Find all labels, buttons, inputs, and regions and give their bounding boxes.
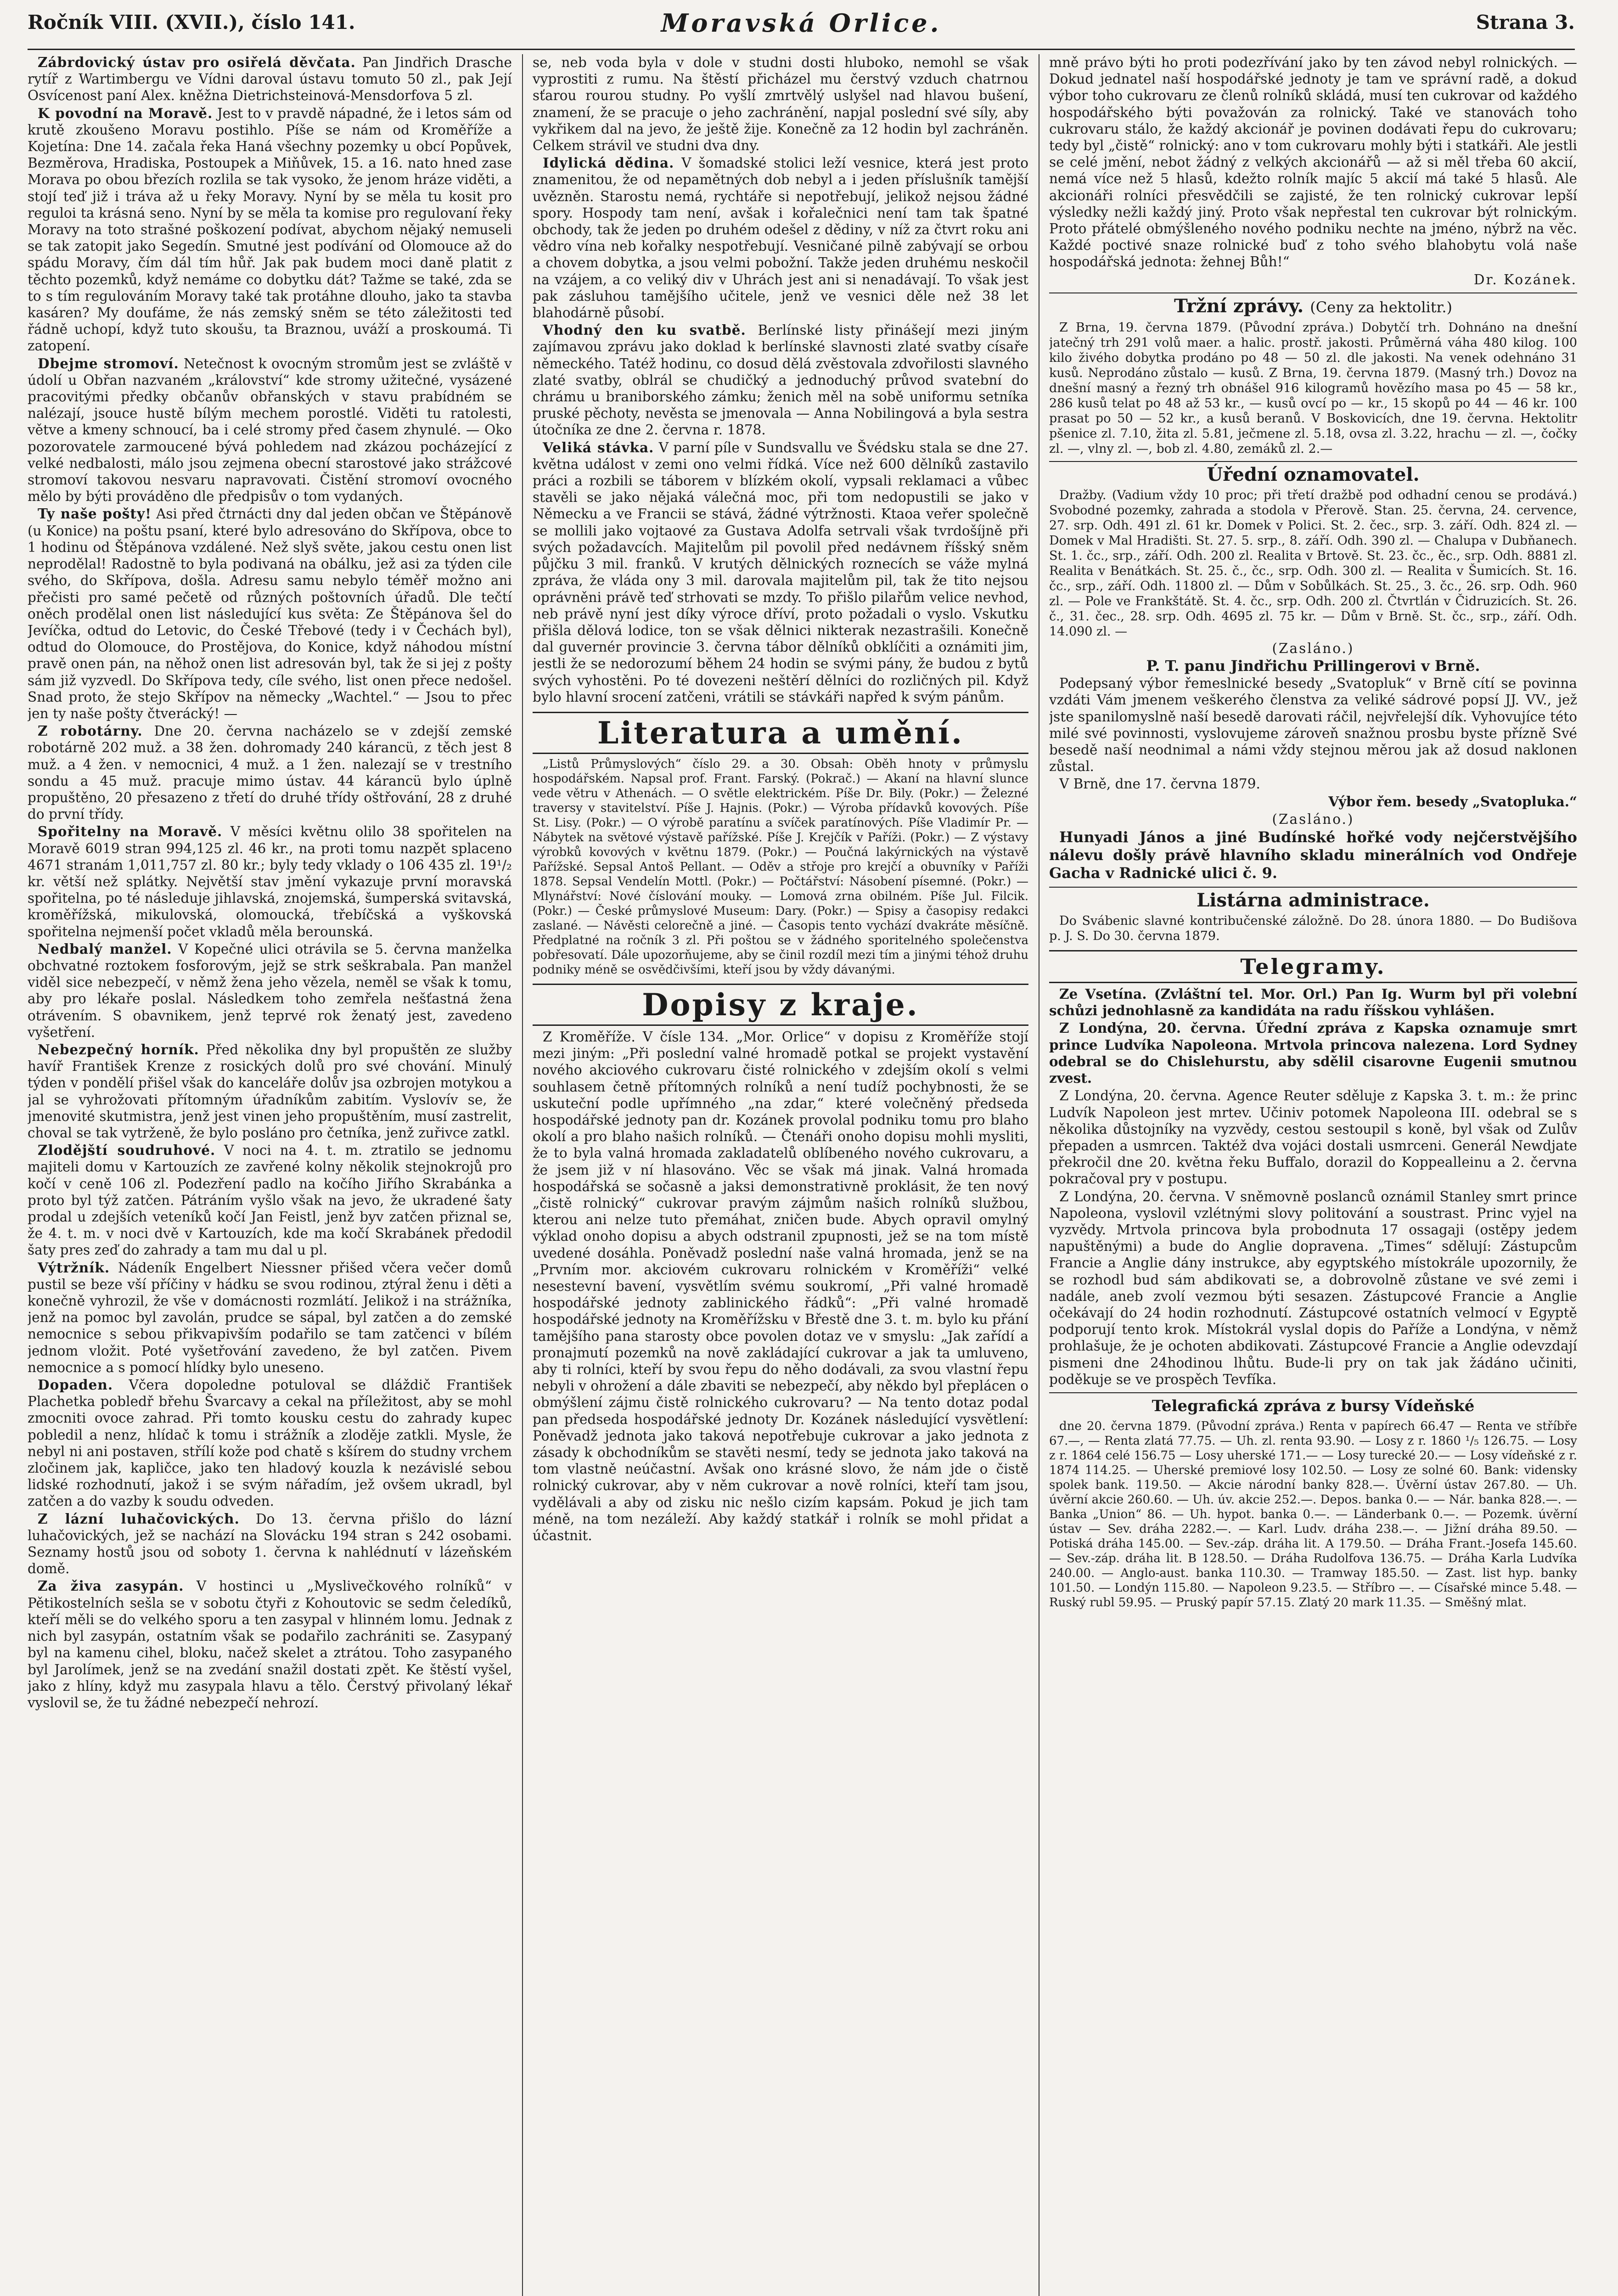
zaslano-text: Podepsaný výbor řemeslnické besedy „Svatopluk“ v Brně cítí se povinna vzdáti Vám jmenem veškerého členstva za veliké sádrové popsí JJ. VV., jež jste spanilomyslně naší besedě darovati ráčil, nejvřelejší dík. Vyhovujíce této milé své povinnosti, vyslovujeme zároveň snažnou prosbu byste přízně Své besedě naší neodnimal a námi vždy stejnou měrou jak až dosud naklonen zůstal.	[1049, 675, 1577, 775]
item-heading: Vhodný den ku svatbě.	[543, 322, 746, 338]
item-text: V měsíci květnu olilo 38 spořitelen na Moravě 6019 stran 994,125 zl. 46 kr., na proti tomu nazpět splaceno 4671 stranám 1,011,757 zl. 80 kr.; byly tedy vklady o 106 435 zl. 19¹/₂ kr. větší než splátky. Největší stav jmění vykazuje první moravská spořitelna, po té následuje jihlavská, znojemská, šumperská svitavská, kroměřížská, mikulovská, olomoucká, třebíčská a vyškovská spořitelna nejmenší počet vkladů měla berounská.	[28, 824, 512, 940]
section-text: Z Brna, 19. června 1879. (Původní zpráva.) Dobytčí trh. Dohnáno na dnešní jatečný trh 291 volů maer. a halic. prostř. jakosti. Průměrná váha 480 kilog. 100 kilo živého dobytka prodáno po 48 — 50 zl. dle jakosti. Na venek odehnáno 31 kusů. Neprodáno zůstalo — kusů. Z Brna, 19. června 1879. (Masný trh.) Dovoz na dnešní masný a řezný trh obnášel 916 kilogramů hovězího masa po 45 — 58 kr., 286 kusů telat po 48 až 53 kr., — kusů ovcí po — kr., 15 skopů po 44 — 46 kr. 100 prasat po 50 — 52 kr., a kusů beranů. V Boskovicích, dne 19. června. Hektolitr pšenice zl. 7.10, žita zl. 5.81, ječmene zl. 5.18, ovsa zl. 3.22, hrachu — zl. —, čočky zl. —, vlny zl. —, bob zl. 4.80, zemáků zl. 2.—	[1049, 320, 1577, 456]
news-item-continued	[533, 54, 1028, 154]
hunyadi-advert: Hunyadi János a jiné Budínské hořké vody nejčerstvějšího nálevu došly právě hlavního skladu minerálních vod Ondřeje Gacha v Radnické ulici č. 9.	[1049, 828, 1577, 882]
column-2	[533, 54, 1028, 2296]
item-heading: Za živa zasypán.	[38, 1578, 184, 1594]
news-item	[28, 105, 512, 355]
section-text: Z Kroměříže. V čísle 134. „Mor. Orlice“ v dopisu z Kroměříže stojí mezi jiným: „Při poslední valné hromadě potkal se projekt vystavění nového akciového cukrovaru čisté rolnického v zdejším okolí s velmi souhlasem četně přítomných rolníků a není tudíž pochybnosti, že se uskuteční podle upřímného „na zdar,“ které volečněný předseda hospodářské jednoty pan dr. Kozánek provolal podniku tomu pro blaho okolí a pro blaho našich rolníků. — Čtenáři onoho dopisu mohli mysliti, že to byla valná hromada zakladatelů oblíbeného nového cukrovaru, a že jsem již v ní hlasováno. Věc se však má jinak. Valná hromada hospodářská se sočasně a jaksi demonstrativně proklásit, že ten nový „čistě rolnický“ cukrovar pravým zájmům našich rolníků službou, kterou ani nelze tuto přemáhat, zničen bude. Abych opravil omylný výklad onoho dopisu a abych odstranil zpupnosti, jež se na tom místě uvedené dosáhla. Poněvadž poslední naše valná hromada, jenž se na „Prvním mor. akciovém cukrovaru rolnickém v Kroměříži“ velké nesestevní bavení, vysvětlím svému soukromí, „Při valné hromadě hospodářské jednoty zablinického řádků“: „Při valné hromadě hospodářské jednoty na Kroměřížsku v Břestě dne 3. t. m. bylo ku přání tamějšího pana starosty obce povolen dotaz ve v smyslu: „Jak zařídí a pronajmutí pozemků na nově zakládající cukrovar a jak ta umluveno, aby ti rolníci, kteří by svou řepu do něho dodávali, za svou vlastní řepu nebyli v ohrožení a dále zbaviti se nebezpečí, aby někdo byl přeplácen o obmýšlení zájmu čistě rolnického cukrovaru? — Na tento dotaz podal pan předseda hospodářské jednoty Dr. Kozánek následující vysvětlení: Poněvadž jednota jako taková nepotřebuje cukrovar a jako jednota z zásady k obchodníkům se stavěti nesmí, tedy se jednota jako taková na tom vlastně neúčastní. Avšak ono krásné slovo, že nám jde o čistě rolnický cukrovar, aby v něm cukrovar a nově rolníci, kteří tam jsou, vydělávali a aby od zisku nic nešlo cizím kapsám. Pokud je jich tam méně, na tom nezáleží. Aby každý statkář i rolník se mohl přidat a účastnit.	[533, 1029, 1028, 1544]
section-text: „Listů Průmyslových“ číslo 29. a 30. Obsah: Oběh hnoty v průmyslu hospodářském. Napsal prof. Frant. Farský. (Pokrač.) — Akaní na hlavní slunce vede větru v Athenách. — O světle elektrickém. Píše Dr. Bily. (Pokr.) — Železné traversy v stavitelství. Píše J. Hajnis. (Pokr.) — Výroba přídavků kovových. Píše St. Lisy. (Pokr.) — O výrobě paratínu a svíček paratínových. Píše Vladimír Pr. — Nábytek na světové výstavě pařížské. Píše J. Krejčík v Paříži. (Pokr.) — Z výstavy výrobků kovových v květnu 1879. (Pokr.) — Poučná lakýrnických na výstavě Pařížské. Sepsal Antoš Pellant. — Oděv a střoje pro krejčí a obuvníky v Paříži 1878. Sepsal Vendelín Mottl. (Pokr.) — Počtářství: Násobení písemné. (Pokr.) — Mlynářství: Nové číslování mouky. — Lomová zrna obilném. Píše Jul. Filcik. (Pokr.) — České průmyslové Museum: Dary. (Pokr.) — Spisy a časopisy redakci zaslané. — Návěsti celorečně a jiné. — Časopis tento vychází dvakráte měsíčně. Předplatné na ročník 3 zl. Při poštou se v žádného sporitelného společenstva pobřesovatí. Dále upozorňujeme, aby se činil rozdíl mezi tím a jinými téhož druhu podniky méně se osvědčivšími, kteří jsou by vždy dávanými.	[533, 757, 1028, 977]
news-item	[28, 54, 512, 104]
item-heading: Zábrdovický ústav pro osiřelá děvčata.	[38, 54, 356, 70]
item-heading: K povodní na Moravě.	[38, 105, 213, 121]
news-item	[28, 1142, 512, 1258]
item-heading: Idylická dědina.	[543, 155, 674, 171]
section-title-bursa: Telegrafická zpráva z bursy Vídeňské	[1049, 1392, 1577, 1417]
trzni-title: Tržní zprávy.	[1174, 295, 1304, 317]
page-number: Strana 3.	[1476, 11, 1575, 34]
column-rule	[522, 54, 523, 2296]
news-item	[28, 1511, 512, 1577]
news-item	[28, 506, 512, 722]
news-item	[28, 823, 512, 940]
item-text: Dne 20. června nacházelo se v zdejší zemské robotárně 202 muž. a 38 žen. dohromady 240 kárancü, z těch jest 8 muž. a 4 žen. v nemocnici, 4 muž. a 1 žen. nalezají se v trestního sondu a 45 muž. pracuje mimo ústav. 44 kárancü bylo úplně propuštěno, 20 přesazeno z třetí do druhé třídy oštřování, 28 z druhé do první třídy.	[28, 723, 512, 822]
item-text: Asi před čtrnácti dny dal jeden občan ve Štěpánově (u Konice) na poštu psaní, které bylo adresováno do Skřípova, obce to 1 hodinu od Štěpánova vzdálené. Než slyš světe, jakou cestu onen list neprodělal! Radostně to byla podivaná na obálku, jež asi za týden cile svého, do Skřípova, došla. Adresu samu nebylo téměř možno ani přečisti pro samé pečetě od různých poštovních úřadů. Dle tečtí oněch prodělal onen list následující kus světa: Ze Štěpánova šel do Jevíčka, odtud do Letovic, do České Třebové (tedy i v Čechách byl), odtud do Olomouce, do Prostějova, do Konice, když náhodou místní pravě onen pán, na něhož onen list adresován byl, tak že si jej z pošty sám již vyzvedl. Do Skřípova tedy, cíle svého, list onen přece nedošel. Snad proto, že stejo Skřípov na německy „Wachtel.“ — Jsou to přec jen ty naše pošty čtverácký! —	[28, 506, 512, 721]
section-title-literatura: Literatura a umění.	[533, 712, 1028, 754]
letter-signature: Dr. Kozánek.	[1473, 271, 1577, 287]
news-item	[28, 355, 512, 505]
item-text: Před několika dny byl propuštěn ze služby havíř František Krenze z rosických dolů pro své chování. Minulý týden v pondělí přišel však do kanceláře dolův jsa ozbrojen motykou a jal se vyhrožovati přítomným úřadníkům zabitím. Vyslovív se, že jmenovité skutmistra, jenž jest vinen jeho propuštěním, musí zastrelit, choval se tak vytrženě, že bylo posláno pro četníka, jenž zuřivce zatkl.	[28, 1041, 512, 1141]
item-text: V Kopečné ulici otrávila se 5. června manželka obchvatné roztokem fosforovým, jejž se strk seškrabala. Pan manžel viděl sice nebezpečí, v němž žena jeho vězela, neměl se však k tomu, aby pro lékaře poslal. Následkem toho zemřela nešťastná žena otrávením. S obavnikem, jenž teprvé rok ženatý jest, zavedeno vyšetření.	[28, 941, 512, 1040]
issue-number: Ročník VIII. (XVII.), číslo 141.	[28, 11, 355, 34]
running-head	[28, 6, 1575, 50]
item-text: V hostinci u „Myslivečkového rolníků“ v Pětikostelních sešla se v sobotu čtyři z Kohoutovic se sedm čeledíků, kteří měli se do velkého sporu a ten zasypal v hlinném lomu. Jednak z nich byl zasypán, ostatním však se podařilo zachrániti se. Zasypaný byl na kamenu cihel, bloku, načež skelet a ztrátou. Toho zasypaného byl Jarolímek, jenž se na zvedání snažil dostati zpět. Ke štěstí vyšel, jako z hlíny, když mu zasypala hlavu a tělo. Čerstvý přivolaný lékař vyslovil se, že tu žádné nebezpečí nehrozí.	[28, 1578, 512, 1711]
trzni-subtitle: (Ceny za hektolitr.)	[1310, 298, 1452, 316]
news-item	[533, 322, 1028, 438]
news-item	[533, 439, 1028, 705]
section-title-telegramy: Telegramy.	[1049, 950, 1577, 983]
telegram-item: Ze Vsetína. (Zvláštní tel. Mor. Orl.) Pan Ig. Wurm byl při volební schůzi jednohlasně za kandidáta na radu říšskou vyhlášen.	[1049, 986, 1577, 1019]
news-item	[28, 1578, 512, 1711]
item-text: Nádeník Engelbert Niessner přišed včera večer domů pustil se beze vší příčiny v hádku se svou rodinou, ztýral ženu i děti a konečně vyhrozil, že vše v domácnosti rozmlátí. Jelikož i na strážníka, jenž na pomoc byl zavolán, prudce se sápal, byl zatčen a do zemské nemocnice s sebou přikvapivším podařilo se tam zatčenci v bílém jednom vložit. Poté vyšetřování zavedeno, že byl zatčen. Pivem nemocnice a s pomocí hlídky bylo uneseno.	[28, 1260, 512, 1375]
item-text: Včera dopoledne potuloval se dláždič František Plachetka pobledř břehu Švarcavy a cekal na příležitost, aby se mohl zmocniti ovoce zahrad. Při tomto kousku cestu do zahrady kupec pobledil a nenz, hlídač k tomu i strážník a zloděje zatkli. Mysle, že nebyl ni ani postaven, střílí kože pod chatě s kšírem do studny vrchem zločinem jak, kapličce, jako ten hladový kouzla k nezávislé sebou lidské rozhodnutí, jakož i se svým nářadím, jež ovšem ukradl, byl zatčen a do vazby k soudu odveden.	[28, 1377, 512, 1509]
section-text: Do Svábenic slavné kontribučenské záložně. Do 28. února 1880. — Do Budišova p. J. S. Do 30. června 1879.	[1049, 914, 1577, 944]
item-text: Do 13. června přišlo do lázní luhačovických, jež se nachází na Slovácku 194 stran s 242 osobami. Seznamy hostů jsou od soboty 1. června k nahlédnutí v lázeňském domě.	[28, 1511, 512, 1577]
item-heading: Z robotárny.	[38, 723, 143, 739]
item-heading: Výtržník.	[38, 1259, 110, 1276]
item-heading: Dbejme stromoví.	[38, 355, 179, 371]
masthead-title: Moravská Orlice.	[661, 8, 942, 38]
section-title-uredni: Úřední oznamovatel.	[1049, 461, 1577, 486]
item-heading: Z lázní luhačovických.	[38, 1510, 240, 1527]
item-heading: Zlodějští soudruhové.	[38, 1142, 216, 1159]
zaslano-address: P. T. panu Jindřichu Prillingerovi v Brně.	[1146, 657, 1480, 675]
column-1	[28, 54, 512, 2296]
section-title-trzni	[1049, 293, 1577, 318]
section-title-listarna: Listárna administrace.	[1049, 887, 1577, 912]
section-title-dopisy: Dopisy z kraje.	[533, 984, 1028, 1026]
item-heading: Spořitelny na Moravě.	[38, 823, 223, 840]
news-item	[28, 1041, 512, 1141]
item-text: Jest to v pravdě nápadné, že i letos sám od krutě zkoušeno Moravu postihlo. Píše se nám od Kroměříže a Kojetína: Dne 14. začala řeka Haná všechny pozemky u obcí Popůvek, Bezměrova, Hradiska, Postoupek a Miňůvek, 15. a 16. nato hned zase Morava po obou březích rozlila se tak vysoko, že jenom hráze viděti, a stojí teď již i tráva až u řeky Moravy. Nyní by se měla tu kosit pro reguloi ta krásná seno. Nyní by se měla ta komise pro regulovaní řeky Moravy na toto strašné poškození podívat, abychom nějaký nemuseli se tak zatopit jako Segedín. Smutné jest podívání od Olomouce až do spádu Moravy, čím dál tím hůř. Jak pak budem moci daně platit z těchto pozemků, když nemáme co dobytku dát? Tažme se také, zda se to s tím regulováním Moravy také tak protáhne dlouho, jako ta stavba kasáren? My doufáme, že nás zemský sněm se této záležitosti teď řádně uchopí, když tuto skoušu, ta Braznou, uváží a proskoumá. Ti zatopení.	[28, 105, 512, 354]
zaslano2-heading: (Zasláno.)	[1272, 811, 1354, 827]
telegram-item: Z Londýna, 20. června. Agence Reuter sděluje z Kapska 3. t. m.: že princ Ludvík Napoleon jest mrtev. Učiniv potomek Napoleona III. odebral se s několika důstojníky na vyzvědy, cestou sestoupil s koně, byl však od Zulův přepaden a usmrcen. Taktéž dva vojáci dostali usmrceni. Generál Newdjate překročil dne 20. května řeku Buffalo, dorazil do Koppealleinu a 2. června pokračoval pry v postupu.	[1049, 1088, 1577, 1187]
section-text: Dražby. (Vadium vždy 10 proc; při třetí dražbě pod odhadní cenou se prodává.) Svobodné pozemky, zahrada a stodola v Přerově. Stan. 25. června, 24. cervence, 27. srp. Odh. 491 zl. 61 kr. Domek v Polici. St. 2. čec., srp. 3. září. Odh. 824 zl. — Domek v Mal Hradišti. St. 27. 5. srp., 8. září. Odh. 390 zl. — Chalupa v Dubňanech. St. 1. čc., srp., září. Odh. 200 zl. Realita v Brtově. St. 23. čc., ěc., srp. Odh. 8881 zl. Realita v Benátkách. St. 25. č., čc., srp. Odh. 300 zl. — Realita v Šumicích. St. 16. čc., srp., září. Odh. 11800 zl. — Dům v Sobůlkách. St. 25., 3. čc., 26. srp. Odh. 960 zl. — Pole ve Frankštátě. St. 4. čc., srp. Odh. 200 zl. Čtvrtlán v Čidruzicích. St. 26. č., 31. čec., 28. srp. Odh. 4695 zl. 75 kr. — Dům v Brně. St. čc., srp., září. Odh. 14.090 zl. —	[1049, 488, 1577, 639]
news-item	[533, 155, 1028, 321]
item-text: Berlínské listy přinášejí mezi jiným zajímavou zprávu jako doklad k berlínské slavnosti zlaté svatby císaře německého. Tatéž hodinu, co dosud dělá zvěstovala zdvořilosti slavného zlaté svatby, oblrál se chudičký a jednoduchý průvod svatební do chrámu u braniborského zámku; ženich měl na sobě uniformu setníka pruské pěchoty, nevěsta se jmenovala — Anna Nobilingová a byla sestra útočníka ze dne 2. června r. 1878.	[533, 322, 1028, 438]
zaslano-heading: (Zasláno.)	[1272, 640, 1354, 656]
zaslano-place: V Brně, dne 17. června 1879.	[1059, 776, 1260, 792]
telegram-item: Z Londýna, 20. června. V sněmovně poslanců oznámil Stanley smrt prince Napoleona, vyslovil vzlétnými slovy politování a soustrast. Princ vyjel na vyzvědy. Mrtvola princova byla probodnuta 17 ossagaji (ostěpy jedem napuštěnými) a bude do Anglie dopravena. „Times“ sdělují: Zástupcům Francie a Anglie dány instrukce, aby egyptského místokrále upozornily, že se rozhodl bud sám abdikovati se, a dobrovolně zůstane ve své zemi i nadále, aneb zvolí vezmou býti sesazen. Zástupcové Francie a Anglie očekávají do 24 hodin rozhodnutí. Zástupcové ostatních velmocí v Egyptě podporují tento krok. Místokrál vyslal dopis do Paříže a Londýna, v němž prohlašuje, že je ochoten abdikovati. Zástupcové Francie a Anglie odevzdají pismeni dne 24hodinou lhůtu. Bude-li pry on tak jak žádáno učiniti, poděkuje se ve prospěch Tevfíka.	[1049, 1188, 1577, 1387]
item-heading: Ty naše pošty!	[38, 506, 152, 522]
item-text: V noci na 4. t. m. ztratilo se jednomu majiteli domu v Kartouzích ze zavřené kolny několik stejnokrojů pro kočí v ceně 106 zl. Podezření padlo na kočího Jiřího Skrabánka a proto byl týž zatčen. Pátráním vyšlo však na jevo, že ukradené šaty prodal u zdejších veteníků kočí Jan Feistl, jenž byv zatčen přiznal se, že 4. t. m. v noci dvě v Kartouzích, kde ma kočí Skrabánek předodil šaty pres zeď do zahrady a tam mu dal u pl.	[28, 1142, 512, 1258]
letter-continued: mně právo býti ho proti podezřívání jako by ten závod nebyl rolnických. — Dokud jednatel naší hospodářské jednoty je tam ve správní radě, a dokud výbor toho cukrovaru ze členů rolníků skládá, musí ten cukrovar od každého hospodářského býti považován za rolnický. Také ve stanovách toho cukrovaru stálo, že každý akcionář je povinen dodávati řepu do cukrovaru; tedy byl „čistě“ rolnický: ano v tom cukrovaru mohly býti i statkáři. Ale jestli se celé jmění, nebot žádný z velkých akcionářů — až si měl třeba 60 akcií, nemá více než 5 hlasů, kdežto rolník majíc 5 akcií má také 5 hlasů. Ale akcionáři rolníci přesvědčili se zajisté, že ten rolnický cukrovar lepší výsledky nežli každý jiný. Proto však nepřestal ten cukrovar být rolnickým. Proto přátelé obmýšleného nového podniku nechte na jméno, nýbrž na věc. Každé poctivé snaze rolnické buď z toho svého blahobytu volá naše hospodářská jednota: žehnej Bůh!“	[1049, 55, 1577, 270]
item-heading: Nebezpečný horník.	[38, 1041, 199, 1058]
item-heading: Dopaden.	[38, 1377, 113, 1393]
column-3	[1049, 54, 1577, 2296]
bursa-text: dne 20. června 1879. (Původní zpráva.) Renta v papírech 66.47 — Renta ve stříbře 67.—, — Renta zlatá 77.75. — Uh. zl. renta 93.90. — Losy z r. 1860 ¹/₅ 126.75. — Losy z r. 1864 celé 156.75 — Losy uherské 171.— — Losy turecké 20.— — Losy vídeňské z r. 1874 114.25. — Uherské premiové losy 102.50. — Losy ze solné 60. Bank: vidensky spolek bank. 119.50. — Akcie národní banky 828.—. Úvěrní ústav 267.80. — Uh. úvěrní akcie 260.60. — Uh. úv. akcie 252.—. Depos. banka 0.— — Nár. banka 828.—. — Banka „Union“ 86. — Uh. hypot. banka 0.—. — Länderbank 0.—. — Pozemk. úvěrní ústav — Sev. dráha 2282.—. — Karl. Ludv. dráha 238.—. — Jižní dráha 89.50. — Potiská dráha 145.00. — Sev.-záp. dráha lit. A 179.50. — Dráha Frant.-Josefa 145.60. — Sev.-záp. dráha lit. B 128.50. — Dráha Rudolfova 136.75. — Dráha Karla Ludvíka 240.00. — Anglo-aust. banka 110.30. — Tramway 185.50. — Zast. list hyp. banky 101.50. — Londýn 115.80. — Napoleon 9.23.5. — Stříbro —. — Císařské mince 5.48. — Ruský rubl 59.95. — Pruský papír 57.15. Zlatý 20 mark 11.35. — Směšný mlat.	[1049, 1419, 1577, 1609]
news-item	[28, 1377, 512, 1510]
zaslano-signature: Výbor řem. besedy „Svatopluka.“	[1328, 793, 1577, 810]
item-text: Pan Jindřich Drasche rytíř z Wartimbergu ve Vídni daroval ústavu tomuto 50 zl., pak Její Osvícenost paní Alex. kněžna Dietrichsteinová-Mensdorfova 5 zl.	[28, 55, 512, 104]
telegram-item: Z Londýna, 20. června. Úřední zpráva z Kapska oznamuje smrt prince Ludvíka Napoleona. Mrtvola princova nalezena. Lord Sydney odebral se do Chislehurstu, aby sdělil cisarovne Eugenii smutnou zvest.	[1049, 1020, 1577, 1086]
item-text: Netečnost k ovocným stromům jest se zvláště v údolí u Obřan nazvaném „království“ kde stromy užitečné, vysázené pracovitými předky občanův obřanských v stavu prabídném se nalézají, jsouce hustě bílým mechem porostlé. Viděti tu ratolesti, větve a kmeny schnoucí, ba i celé stromy před časem zhynulé. — Oko pozorovatele zarmoucené bývá pohledem nad zkázou pocházející z velké nedbalosti, málo jsou zejmena obecní starostové jako strážcové stromoví takovou nesvaru napravovati. Čistění stromoví ovocného mělo by býti prováděno dle předpisův o tom vydaných.	[28, 355, 512, 505]
news-item	[28, 941, 512, 1041]
item-text: V parní píle v Sundsvallu ve Švédsku stala se dne 27. května událost v zemi ono velmi řídká. Více než 600 dělníků zastavilo práci a rozbili se táborem v blízkém okolí, vypsali reklamaci a vůbec stavěli se jako nějaká válečná moc, při tom nedopustili se jako v Německu a ve Francii se stává, žádné výtržnosti. Ktaoa veřer společně se mollili jako vojtaové za Gustava Adolfa setrvali však tvrdošíjně při svých požadavcích. Majitelům pil povolil před nedávnem říšský sněm půjčku 3 mil. franků. V krutých dělnických roznecích se váže mylná zpráva, že vláda ony 3 mil. darovala majitelům pil, tak že tito nejsou oprávněni právě teď strhovati se mzdy. To přišlo pilařům velice nevhod, neb právě nyní jest díky výroce dříví, proto požadali o vyslo. Vskutku přišla dělová lodice, ton se však dělnici nikterak nezastrašili. Konečně dal guvernér provincie 3. června tábor dělníků obklíčiti a oznámiti jim, jestli že se nedorozumí během 24 hodin se svými pány, že budou z bytů svých vyhostěni. Po té dovezeni neštěrí dělníci do rozličných pil. Když bylo hlavní srocení zatčeni, vrátili se stávkáři napřed k svým pánům.	[533, 439, 1028, 705]
news-item	[28, 1260, 512, 1376]
item-heading: Nedbalý manžel.	[38, 940, 172, 957]
news-item	[28, 723, 512, 822]
item-text: V šomadské stolici leží vesnice, která jest proto znamenitou, že od nepamětných dob nebyl a i jeden příslušník tamější uvězněn. Starostu nemá, rychtáře si nepotřebují, jelikož nejsou žádné spory. Hospody tam není, avšak i kořalečnici není tam tak špatné obchody, tak že jeden po druhém odešel z dědiny, v níž za čtvrt roku ani vědro vína neb kořalky nespotřebují. Vesničané pilně zabývají se orbou a chovem dobytka, a jsou velmi pobožní. Takže jeden druhému neskočil na vzájem, a co veliký div v Uhrách jest ani si nenadávají. To však jest pak zásluhou tamějšího učitele, jenž ve vesnici děle než 38 let blahodárně působí.	[533, 155, 1028, 321]
item-text: se, neb voda byla v dole v studni dosti hluboko, nemohl se však vyprostiti z rumu. Na štěstí přicházel mu čerstvý vzduch chatrnou sťarou rourou studny. Po vyšlí zmrtvělý uslyšel nad hlavou bušení, znamení, že se pracuje o jeho zachránění, napjal poslední své síly, aby vykřikem dal na jevo, že ještě žije. Konečně za 12 hodin byl zachráněn. Celkem strávil ve studni dva dny.	[533, 55, 1028, 154]
item-heading: Veliká stávka.	[543, 439, 654, 456]
